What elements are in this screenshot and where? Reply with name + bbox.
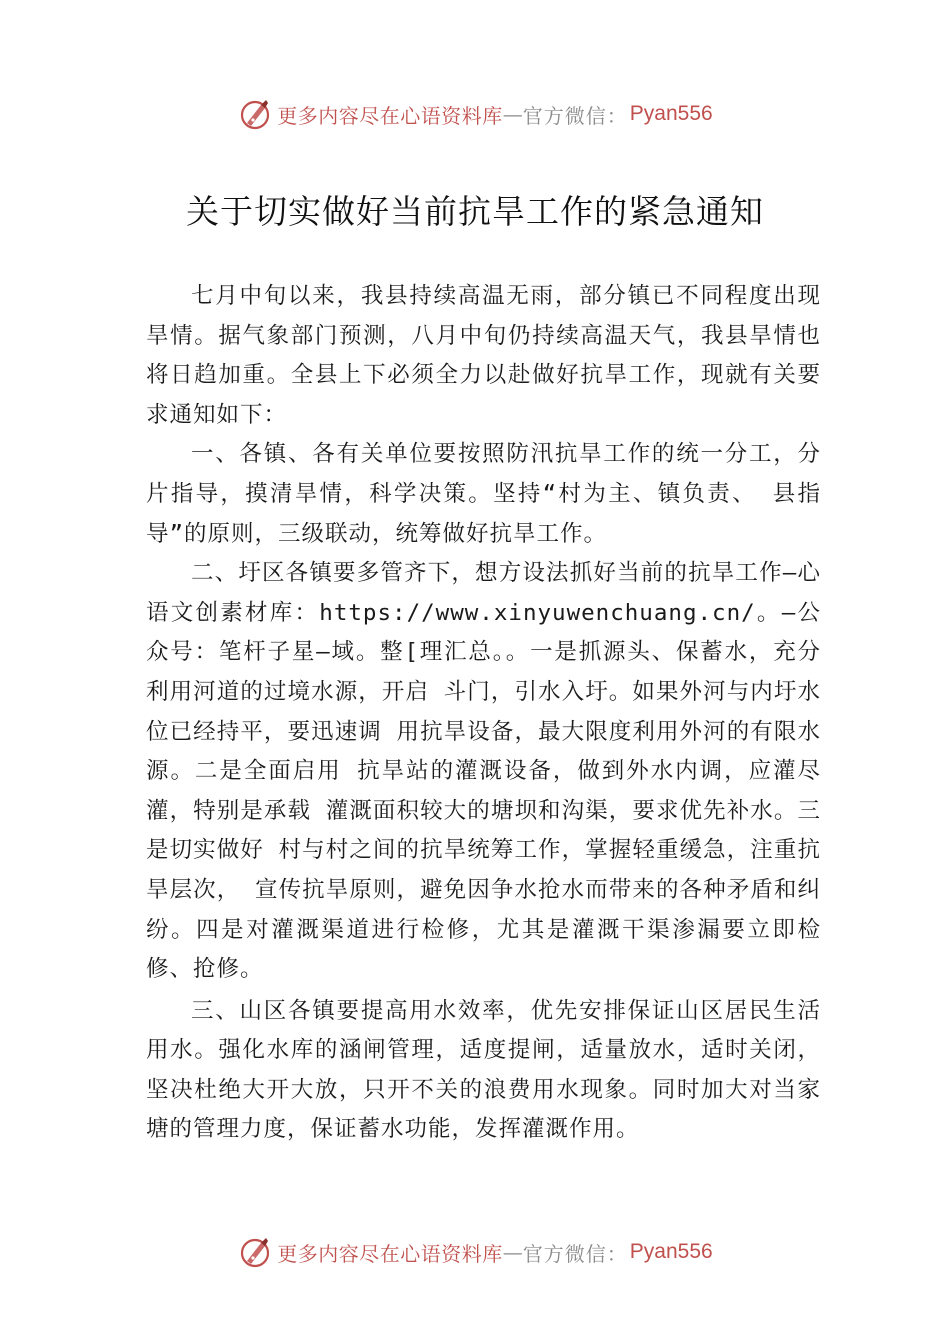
footer-brand-text: 更多内容尽在心语资料库 bbox=[277, 1241, 503, 1266]
banner-account: Pyan556 bbox=[629, 102, 713, 125]
banner-brand-text: 更多内容尽在心语资料库 bbox=[277, 103, 503, 128]
document-body bbox=[146, 277, 821, 1150]
document-title: 关于切实做好当前抗旱工作的紧急通知 bbox=[186, 192, 764, 231]
banner-wechat-label: 官方微信： bbox=[522, 103, 628, 128]
pen-nib-logo-icon bbox=[237, 1234, 273, 1270]
paragraph-section-2: 二、圩区各镇要多管齐下，想方设法抓好当前的抗旱工作—心语文创素材库：https://www.xinyuwenchuang.cn/。—公众号：笔杆子星—域。整[理汇总。。一是抓源头、保蓄水，充分利用河道的过境水源，开启 斗门，引水入圩。如果外河与内圩水位已经持平，要迅速调 用抗旱设备，最大限度利用外河的有限水源。二是全面启用 抗旱站的灌溉设备，做到外水内调，应灌尽灌，特别是承载 灌溉面积较大的塘坝和沟渠，要求优先补水。三是切实做好 村与村之间的抗旱统筹工作，掌握轻重缓急，注重抗旱层次， 宣传抗旱原则，避免因争水抢水而带来的各种矛盾和纠纷。四是对灌溉渠道进行检修，尤其是灌溉干渠渗漏要立即检修、抢修。 bbox=[146, 560, 821, 983]
footer-account: Pyan556 bbox=[629, 1240, 713, 1263]
paragraph-section-1: 一、各镇、各有关单位要按照防汛抗旱工作的统一分工，分片指导，摸清旱情，科学决策。坚持“村为主、镇负责、 县指导”的原则，三级联动，统筹做好抗旱工作。 bbox=[146, 441, 821, 547]
header-watermark-banner bbox=[0, 94, 950, 134]
footer-watermark-banner bbox=[0, 1232, 950, 1272]
pen-nib-logo-icon bbox=[237, 96, 273, 132]
paragraph-section-3: 三、山区各镇要提高用水效率，优先安排保证山区居民生活用水。强化水库的涵闸管理，适度提闸，适量放水，适时关闭，坚决杜绝大开大放，只开不关的浪费用水现象。同时加大对当家塘的管理力度，保证蓄水功能，发挥灌溉作用。 bbox=[146, 997, 821, 1143]
paragraph-intro: 七月中旬以来，我县持续高温无雨，部分镇已不同程度出现旱情。据气象部门预测，八月中旬仍持续高温天气，我县旱情也将日趋加重。全县上下必须全力以赴做好抗旱工作，现就有关要求通知如下： bbox=[146, 283, 821, 428]
footer-wechat-label: 官方微信： bbox=[522, 1241, 628, 1266]
banner-separator: — bbox=[502, 102, 523, 126]
footer-separator: — bbox=[502, 1240, 523, 1264]
